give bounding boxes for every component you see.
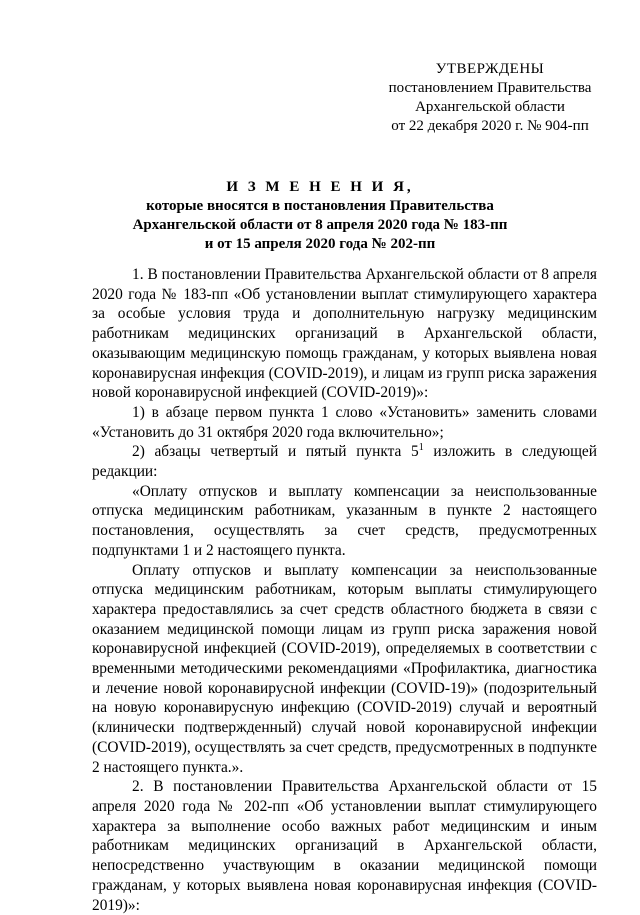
superscript: 1 <box>418 442 424 454</box>
paragraph-1-subitem-1: 1) в абзаце первом пункта 1 слово «Установить» заменить словами «Установить до 31 октября 2020 года включительно»; <box>92 403 597 441</box>
title-line-3: Архангельской области от 8 апреля 2020 года № 183-пп <box>132 217 508 233</box>
title-line-1: И З М Е Н Е Н И Я, <box>226 179 414 195</box>
title-line-4: и от 15 апреля 2020 года № 202-пп <box>204 236 436 252</box>
approval-line-3: Архангельской области <box>415 99 565 115</box>
subitem-2-text: 2) абзацы четвертый и пятый пункта 5 <box>132 443 419 461</box>
document-title <box>120 178 520 254</box>
quoted-paragraph-2: Оплату отпусков и выплату компенсации за неиспользованные отпуска медицинским работникам, которым выплаты стимулирующего характера предоставлялись за счет средств областного бюджета в связи с оказанием медицинской помощи лицам из групп риска заражения новой коронавирусной инфекцией (COVID-2019), определяемых в соответствии с временными методическими рекомендациями «Профилактика, диагностика и лечение новой коронавирусной инфекции (COVID-19)» (подозрительный на новую коронавирусную инфекцию (COVID-2019) случай и вероятный (клинически подтвержденный) случай новой коронавирусной инфекции (COVID-2019), осуществлять за счет средств, предусмотренных в подпункте 2 настоящего пункта.». <box>92 561 597 776</box>
paragraph-1: 1. В постановлении Правительства Архангельской области от 8 апреля 2020 года № 183-пп «Об установлении выплат стимулирующего характера за особые условия труда и дополнительную нагрузку медицинским работникам медицинских организаций в Архангельской области, оказывающим медицинскую помощь гражданам, у которых выявлена новая коронавирусная инфекция (COVID-2019), и лицам из групп риска заражения новой коронавирусной инфекцией (COVID-2019)»: <box>92 266 597 402</box>
approval-heading: УТВЕРЖДЕНЫ <box>435 61 545 77</box>
quoted-paragraph-1: «Оплату отпусков и выплату компенсации за неиспользованные отпуска медицинским работникам, указанным в пункте 2 настоящего постановления, осуществлять за счет средств, предусмотренных подпунктами 1 и 2 настоящего пункта. <box>92 482 597 559</box>
title-line-2: которые вносятся в постановления Правительства <box>146 198 494 214</box>
approval-line-4: от 22 декабря 2020 г. № 904-пп <box>391 118 589 134</box>
subitem-2-text-end: изложить в следующей редакции: <box>92 443 597 481</box>
paragraph-2: 2. В постановлении Правительства Архангельской области от 15 апреля 2020 года № 202-пп «Об установлении выплат стимулирующего характера за выполнение особо важных работ медицинским и иным работникам медицинских организаций в Архангельской области, непосредственно участвующим в оказании медицинской помощи гражданам, у которых выявлена новая коронавирусная инфекция (COVID-2019)»: <box>92 778 597 914</box>
approval-line-2: постановлением Правительства <box>388 80 592 96</box>
approval-stamp <box>370 60 610 136</box>
document-body <box>92 265 597 915</box>
paragraph-1-subitem-2 <box>92 442 597 481</box>
